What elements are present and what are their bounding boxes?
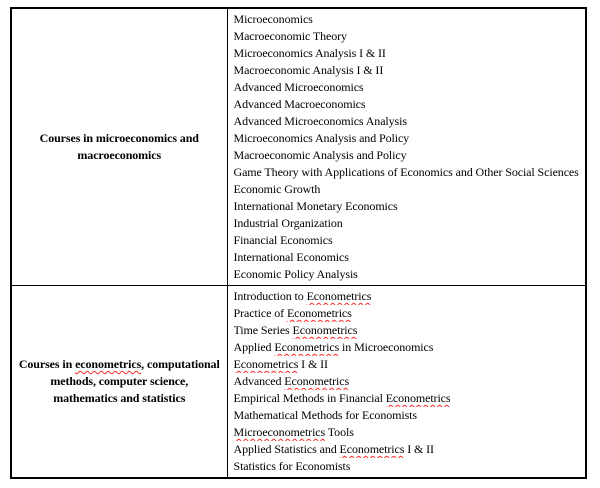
course-item (234, 215, 582, 232)
text-segment: macroeconomics (77, 148, 162, 162)
table-row (11, 286, 586, 479)
course-item (234, 322, 582, 339)
misspelled-word: Econometrics (306, 289, 372, 303)
text-segment: Courses in microeconomics and (39, 131, 199, 145)
course-item (234, 11, 582, 28)
course-item (234, 130, 582, 147)
text-segment: Economic Policy Analysis (233, 267, 358, 281)
text-segment: Applied (233, 340, 275, 354)
course-item (234, 113, 582, 130)
misspelled-word: Econometrics (339, 442, 405, 456)
course-item (234, 266, 582, 283)
text-segment: Macroeconomic Analysis and Policy (233, 148, 407, 162)
text-segment: Applied Statistics and (233, 442, 340, 456)
course-item (234, 181, 582, 198)
course-item (234, 62, 582, 79)
course-item (234, 356, 582, 373)
text-segment: Statistics for Economists (233, 459, 351, 473)
text-segment: Industrial Organization (233, 216, 343, 230)
text-segment: Empirical Methods in Financial (233, 391, 386, 405)
courses-cell (227, 8, 586, 286)
course-item (234, 96, 582, 113)
course-table (10, 7, 587, 479)
course-item (234, 45, 582, 62)
text-segment: Practice of (233, 306, 287, 320)
text-segment: International Economics (233, 250, 349, 264)
course-item (234, 424, 582, 441)
text-segment: Introduction to (233, 289, 307, 303)
course-item (234, 390, 582, 407)
text-segment: Advanced Microeconomics (233, 80, 364, 94)
course-item (234, 232, 582, 249)
misspelled-word: Microeconometrics (233, 425, 326, 439)
category-cell (11, 286, 227, 479)
course-item (234, 288, 582, 305)
course-item (234, 407, 582, 424)
text-segment: Advanced Microeconomics Analysis (233, 114, 407, 128)
course-item (234, 198, 582, 215)
course-item (234, 79, 582, 96)
text-segment: Macroeconomic Analysis I & II (233, 63, 384, 77)
course-item (234, 147, 582, 164)
category-cell (11, 8, 227, 286)
course-item (234, 458, 582, 475)
misspelled-word: Econometrics (286, 306, 352, 320)
text-segment: Microeconomics (233, 12, 313, 26)
text-segment: mathematics and statistics (53, 391, 186, 405)
text-segment: International Monetary Economics (233, 199, 398, 213)
misspelled-word: Econometrics (385, 391, 451, 405)
text-segment: methods, computer science, (50, 374, 189, 388)
text-segment: Financial Economics (233, 233, 333, 247)
text-segment: Time Series (233, 323, 293, 337)
misspelled-word: econometrics (75, 357, 142, 371)
course-item (234, 305, 582, 322)
courses-cell (227, 286, 586, 479)
misspelled-word: Econometrics (292, 323, 358, 337)
course-item (234, 373, 582, 390)
course-item (234, 164, 582, 181)
text-segment: , computational (141, 357, 220, 371)
text-segment: Tools (325, 425, 354, 439)
misspelled-word: Econometrics (284, 374, 350, 388)
text-segment: I & II (404, 442, 434, 456)
text-segment: in Microeconomics (339, 340, 434, 354)
table-body (11, 8, 586, 478)
text-segment: Mathematical Methods for Economists (233, 408, 417, 422)
course-item (234, 249, 582, 266)
text-segment: Game Theory with Applications of Economics and Other Social Sciences (233, 165, 579, 179)
course-item (234, 339, 582, 356)
table-row (11, 8, 586, 286)
text-segment: Economic Growth (233, 182, 321, 196)
text-segment: Advanced Macroeconomics (233, 97, 366, 111)
misspelled-word: Econometrics (274, 340, 340, 354)
course-item (234, 441, 582, 458)
text-segment: Macroeconomic Theory (233, 29, 347, 43)
text-segment: I & II (298, 357, 328, 371)
text-segment: Microeconomics Analysis and Policy (233, 131, 410, 145)
misspelled-word: Econometrics (233, 357, 299, 371)
course-item (234, 28, 582, 45)
text-segment: Microeconomics Analysis I & II (233, 46, 386, 60)
text-segment: Courses in (18, 357, 76, 371)
text-segment: Advanced (233, 374, 285, 388)
